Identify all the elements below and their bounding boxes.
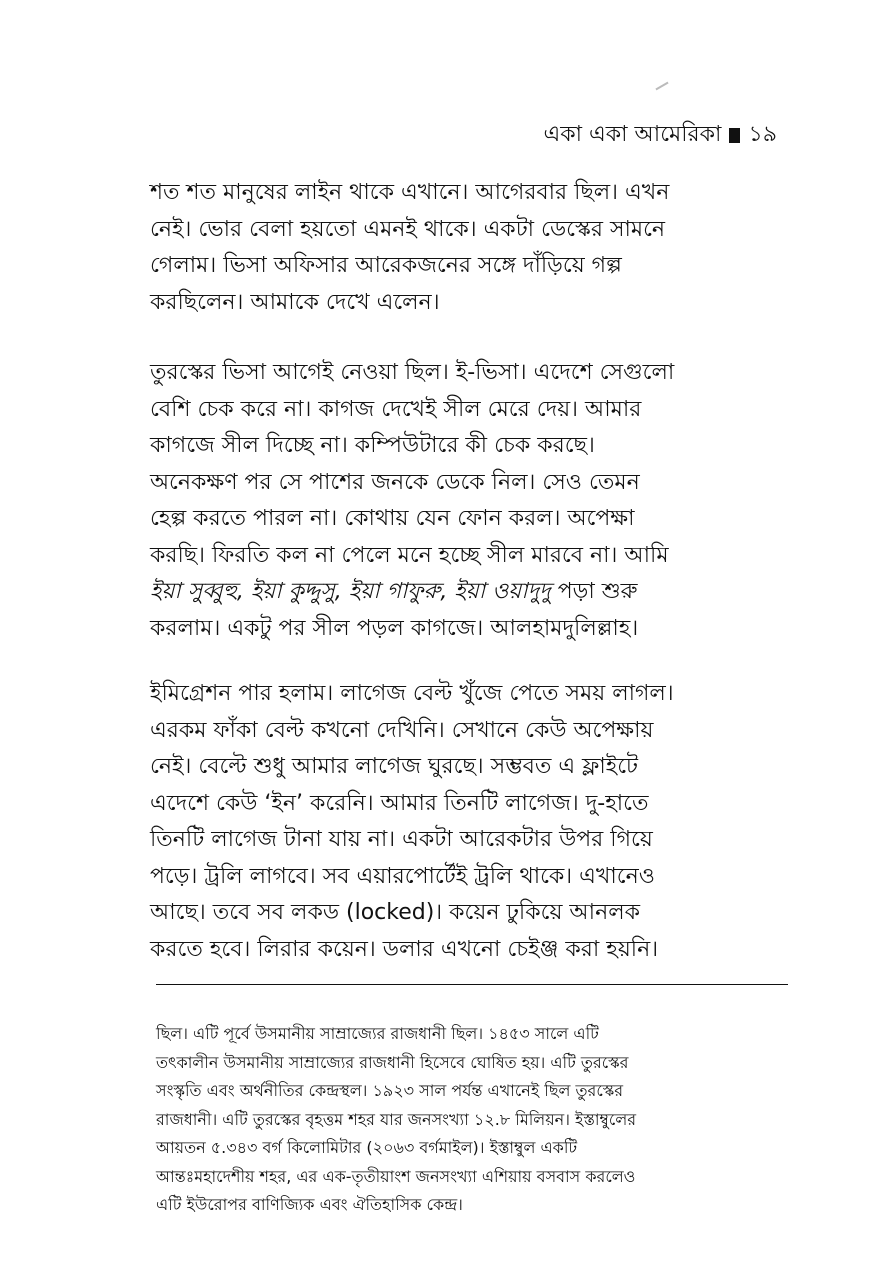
footnote-divider (156, 984, 788, 985)
header-square-icon (729, 128, 740, 143)
footnote-line: আয়তন ৫.৩৪৩ বর্গ কিলোমিটার (২০৬৩ বর্গমাইল)। ইস্তাম্বুল একটি (156, 1138, 578, 1157)
text-line: ইমিগ্রেশন পার হলাম। লাগেজ বেল্ট খুঁজে পেতে সময় লাগল। (150, 681, 674, 706)
paragraph-3 (150, 676, 790, 968)
footnote-line: এটি ইউরোপর বাণিজ্যিক এবং ঐতিহাসিক কেন্দ্র। (156, 1195, 463, 1214)
text-line: নেই। ভোর বেলা হয়তো এমনই থাকে। একটা ডেস্কের সামনে (150, 216, 666, 242)
text-line: পড়ে। ট্রলি লাগবে। সব এয়ারপোর্টেই ট্রলি থাকে। এখানেও (150, 863, 655, 889)
text-line: হেল্প করতে পারল না। কোথায় যেন ফোন করল। অপেক্ষা (150, 506, 635, 531)
text-line: করতে হবে। লিরার কয়েন। ডলার এখনো চেইঞ্জ করা হয়নি। (150, 936, 659, 962)
text-line: করলাম। একটু পর সীল পড়ল কাগজে। আলহামদুলিল্লাহ। (150, 615, 639, 641)
text-line: শত শত মানুষের লাইন থাকে এখানে। আগেরবার ছিল। এখন (150, 180, 670, 205)
footnote-line: ছিল। এটি পূর্বে উসমানীয় সাম্রাজ্যের রাজধানী ছিল। ১৪৫৩ সালে এটি (156, 1024, 599, 1043)
page-mark (655, 82, 668, 91)
text-line: অনেকক্ষণ পর সে পাশের জনকে ডেকে নিল। সেও তেমন (150, 469, 640, 495)
text-line: গেলাম। ভিসা অফিসার আরেকজনের সঙ্গে দাঁড়িয়ে গল্প (150, 253, 622, 278)
text-line: বেশি চেক করে না। কাগজ দেখেই সীল মেরে দেয়। আমার (150, 396, 642, 422)
footnote-line: তৎকালীন উসমানীয় সাম্রাজ্যের রাজধানী হিসেবে ঘোষিত হয়। এটি তুরস্কের (156, 1052, 629, 1072)
running-header (544, 120, 777, 150)
text-line: তিনটি লাগেজ টানা যায় না। একটা আরেকটার উপর গিয়ে (150, 827, 653, 852)
footnote-line: রাজধানী। এটি তুরস্কের বৃহত্তম শহর যার জনসংখ্যা ১২.৮ মিলিয়ন। ইস্তাম্বুলের (156, 1109, 637, 1129)
text-line: আছে। তবে সব লকড (locked)। কয়েন ঢুকিয়ে আনলক (150, 900, 640, 925)
text-line: তুরস্কের ভিসা আগেই নেওয়া ছিল। ই-ভিসা। এদেশে সেগুলো (150, 360, 675, 385)
paragraph-2 (150, 355, 790, 647)
prayer-suffix: পড়া শুরু (550, 579, 638, 604)
paragraph-1 (150, 175, 790, 321)
footnote (156, 1020, 786, 1220)
text-line: করছি। ফিরতি কল না পেলে মনে হচ্ছে সীল মারবে না। আমি (150, 542, 669, 568)
text-line: নেই। বেল্টে শুধু আমার লাগেজ ঘুরছে। সম্ভবত এ ফ্লাইটে (150, 754, 639, 779)
text-line: কাগজে সীল দিচ্ছে না। কম্পিউটারে কী চেক করছে। (150, 433, 595, 458)
text-line: এরকম ফাঁকা বেল্ট কখনো দেখিনি। সেখানে কেউ অপেক্ষায় (150, 717, 654, 743)
page-number: ১৯ (748, 122, 777, 147)
text-line: করছিলেন। আমাকে দেখে এলেন। (150, 289, 440, 315)
footnote-line: সংস্কৃতি এবং অর্থনীতির কেন্দ্রস্থল। ১৯২৩ সাল পর্যন্ত এখানেই ছিল তুরস্কের (156, 1081, 624, 1100)
book-title: একা একা আমেরিকা (543, 122, 722, 147)
text-line-with-prayer (150, 574, 790, 611)
text-line: এদেশে কেউ ‘ইন’ করেনি। আমার তিনটি লাগেজ। দু-হাতে (150, 790, 649, 816)
italic-prayer-text: ইয়া সুব্বুহু, ইয়া কুদ্দুসু, ইয়া গাফুরু, ইয়া ওয়াদুদু (150, 579, 551, 604)
footnote-line: আন্তঃমহাদেশীয় শহর, এর এক-তৃতীয়াংশ জনসংখ্যা এশিয়ায় বসবাস করলেও (156, 1166, 636, 1186)
